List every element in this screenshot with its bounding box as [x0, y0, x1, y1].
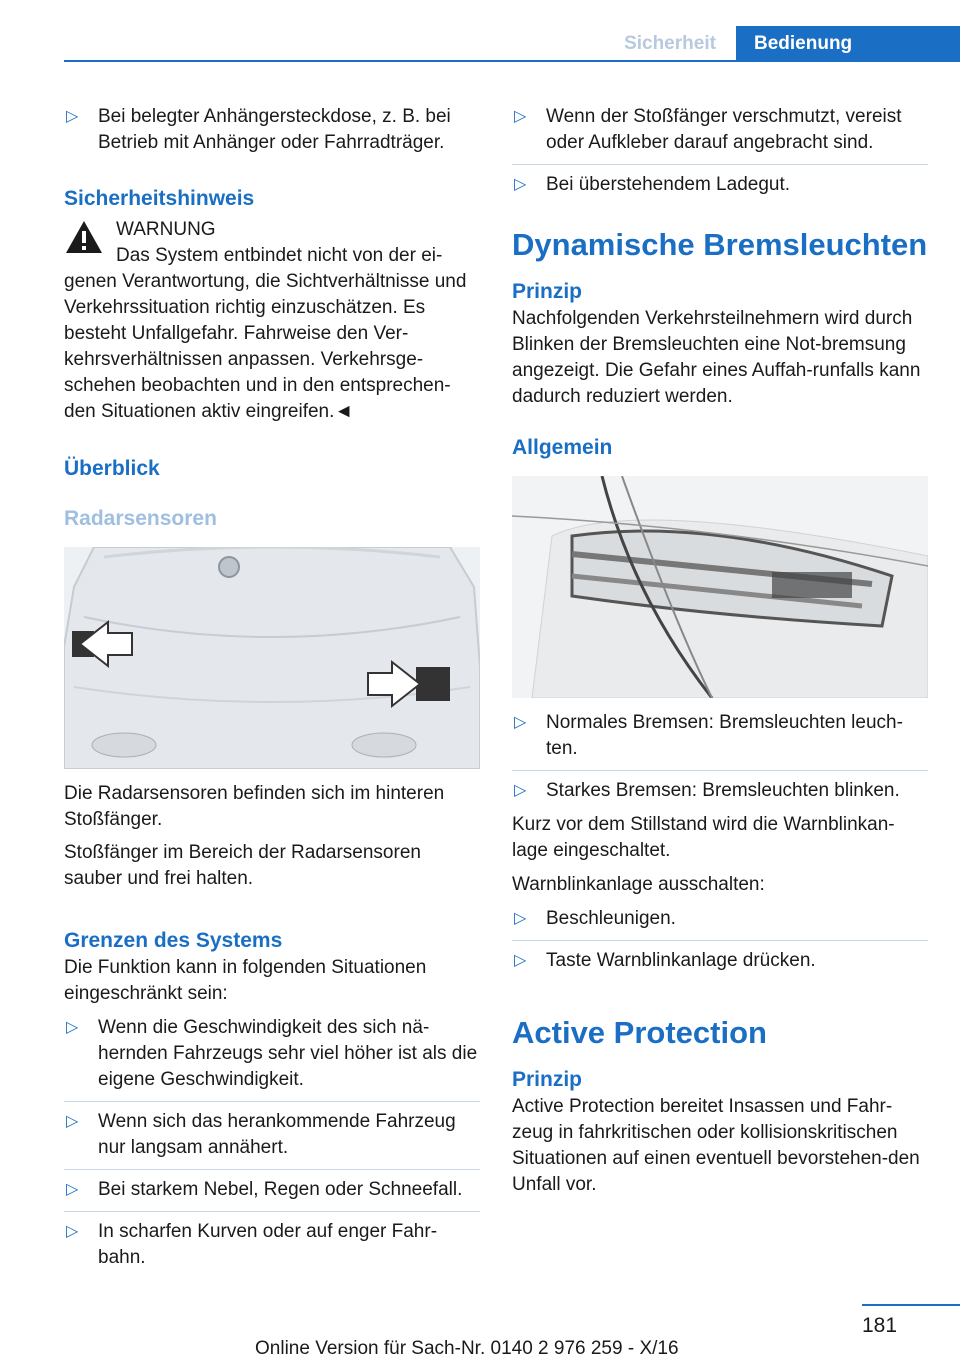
tab-sicherheit[interactable]: Sicherheit [624, 33, 716, 54]
brake-lights-heading: Dynamische Bremsleuchten [512, 227, 928, 262]
active-protection-heading: Active Protection [512, 1015, 767, 1050]
list-item: ▷ Bei starkem Nebel, Regen oder Schneefall. [64, 1177, 480, 1203]
radar-sensor-figure [64, 547, 480, 769]
principle-text: Nachfolgenden Verkehrsteilnehmern wird durch Blinken der Bremsleuchten eine Not-bremsung angezeigt. Die Gefahr eines Auffah-runfalls kann dadurch reduziert werden. [512, 308, 921, 407]
triangle-bullet-icon: ▷ [514, 176, 527, 193]
radar-heading: Radarsensoren [64, 507, 217, 530]
list-item: ▷ Starkes Bremsen: Bremsleuchten blinken. [512, 778, 928, 804]
principle-heading: Prinzip [512, 280, 583, 303]
triangle-bullet-icon: ▷ [514, 108, 527, 125]
list-item: ▷ Bei belegter Anhängersteckdose, z. B. bei Betrieb mit Anhänger oder Fahrradträger. [66, 106, 451, 153]
divider [64, 1211, 480, 1212]
footer-rule [862, 1304, 960, 1306]
hazard-text: Kurz vor dem Stillstand wird die Warnblinkan-lage eingeschaltet. [512, 814, 895, 861]
list-item: ▷ Taste Warnblinkanlage drücken. [512, 948, 928, 974]
list-item: ▷ Wenn sich das herankommende Fahrzeug nur langsam annähert. [66, 1111, 456, 1158]
overview-heading: Überblick [64, 457, 160, 480]
list-item: ▷ Bei überstehendem Ladegut. [512, 172, 928, 198]
tail-light-illustration [512, 476, 928, 698]
limits-heading: Grenzen des Systems [64, 929, 283, 952]
triangle-bullet-icon: ▷ [514, 952, 527, 969]
ap-text: Active Protection bereitet Insassen und Fahr-zeug in fahrkritischen oder kollisionskritischen Situationen auf einen eventuell bevorstehen-den Unfall vor. [512, 1096, 920, 1195]
page-number: 181 [862, 1314, 898, 1337]
triangle-bullet-icon: ▷ [66, 1223, 79, 1240]
ap-principle-heading: Prinzip [512, 1068, 583, 1091]
list-item: ▷ Normales Bremsen: Bremsleuchten leuch-ten. [514, 712, 903, 759]
right-column [512, 104, 928, 1198]
triangle-bullet-icon: ▷ [66, 108, 79, 125]
brake-light-figure [512, 476, 928, 698]
header-rule [64, 60, 960, 62]
warning-text-first: Das System entbindet nicht von der ei- [116, 245, 443, 266]
list-item: ▷ In scharfen Kurven oder auf enger Fahr-bahn. [66, 1221, 438, 1268]
tab-bedienung[interactable]: Bedienung [736, 26, 960, 62]
list-item: ▷ Wenn der Stoßfänger verschmutzt, vereist oder Aufkleber darauf angebracht sind. [514, 106, 902, 153]
divider [64, 1101, 480, 1102]
footer-note: Online Version für Sach-Nr. 0140 2 976 259 - X/16 [255, 1338, 679, 1359]
limits-intro: Die Funktion kann in folgenden Situationen eingeschränkt sein: [64, 957, 427, 1004]
divider [512, 770, 928, 771]
warning-triangle-icon [64, 219, 104, 255]
hazard-off-text: Warnblinkanlage ausschalten: [512, 874, 765, 895]
list-item: ▷ Beschleunigen. [512, 906, 928, 932]
divider [512, 940, 928, 941]
warning-label: WARNUNG [116, 219, 216, 240]
safety-heading: Sicherheitshinweis [64, 187, 255, 210]
warning-block [64, 217, 480, 269]
list-item: ▷ Wenn die Geschwindigkeit des sich nä-hernden Fahrzeugs sehr viel höher ist als die eigene Geschwindigkeit. [66, 1017, 478, 1090]
triangle-bullet-icon: ▷ [66, 1019, 79, 1036]
clean-text: Stoßfänger im Bereich der Radarsensoren sauber und frei halten. [64, 842, 421, 889]
radar-text: Die Radarsensoren befinden sich im hinteren Stoßfänger. [64, 783, 445, 830]
divider [64, 1169, 480, 1170]
triangle-bullet-icon: ▷ [66, 1113, 79, 1130]
triangle-bullet-icon: ▷ [514, 782, 527, 799]
triangle-bullet-icon: ▷ [66, 1181, 79, 1198]
left-column [64, 104, 480, 1271]
divider [512, 164, 928, 165]
car-rear-illustration [64, 547, 480, 769]
warning-text: genen Verantwortung, die Sichtverhältnisse und Verkehrssituation richtig einzuschätzen. Es besteht Unfallgefahr. Fahrweise den Ver-kehrsverhältnissen anpassen. Verkehrsge-schehen beobachten und in den entsprechen-den Situationen aktiv eingreifen.◄ [64, 271, 467, 422]
triangle-bullet-icon: ▷ [514, 714, 527, 731]
general-heading: Allgemein [512, 436, 613, 459]
triangle-bullet-icon: ▷ [514, 910, 527, 927]
